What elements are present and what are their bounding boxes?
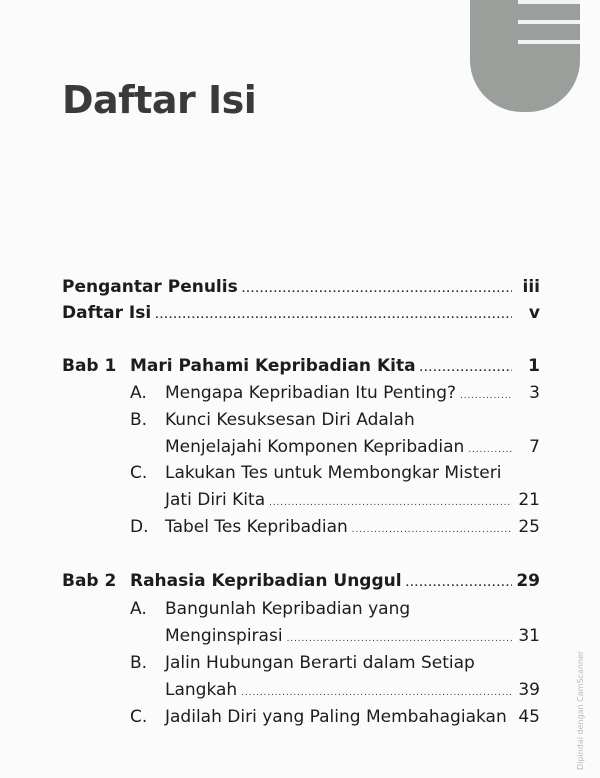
toc-page-number: 45 <box>518 707 540 727</box>
scanner-watermark: Dipindai dengan CamScanner <box>576 650 585 770</box>
toc-entry-1b[interactable] <box>165 436 540 461</box>
toc-entry-bab2[interactable] <box>130 570 540 595</box>
toc-entry-label: Daftar Isi <box>62 303 152 323</box>
toc-page-number: 29 <box>516 571 540 591</box>
toc-page-number: 25 <box>518 517 540 537</box>
item-letter: C. <box>130 463 148 483</box>
toc-entry-2c[interactable] <box>165 706 540 728</box>
item-letter: A. <box>130 383 147 403</box>
dot-leader <box>287 625 512 650</box>
toc-entry-bab1[interactable] <box>130 355 540 380</box>
toc-entry-label: Bangunlah Kepribadian yang <box>165 599 411 619</box>
toc-entry-label: Menjelajahi Komponen Kepribadian <box>165 437 465 457</box>
toc-entry-label: Lakukan Tes untuk Membongkar Misteri <box>165 463 502 483</box>
toc-entry-label: Kunci Kesuksesan Diri Adalah <box>165 410 415 430</box>
chapter-label: Bab 2 <box>62 571 117 591</box>
toc-entry-label: Langkah <box>165 680 238 700</box>
toc-page-number: 39 <box>518 680 540 700</box>
toc-entry-pengantar[interactable] <box>62 276 540 301</box>
chapter-title: Mari Pahami Kepribadian Kita <box>130 356 416 376</box>
dot-leader <box>269 489 512 514</box>
toc-entry-label: Pengantar Penulis <box>62 277 238 297</box>
toc-entry-label: Jalin Hubungan Berarti dalam Setiap <box>165 653 475 673</box>
dot-leader <box>468 436 512 461</box>
toc-page-number: 31 <box>518 626 540 646</box>
toc-entry-1a[interactable] <box>165 382 540 407</box>
toc-entry-label: Mengapa Kepribadian Itu Penting? <box>165 383 457 403</box>
dot-leader <box>155 302 512 327</box>
toc-entry-label: Menginspirasi <box>165 626 283 646</box>
dot-leader <box>241 679 512 704</box>
dot-leader <box>420 355 512 380</box>
tab-stripe <box>518 40 580 44</box>
tab-stripe <box>518 20 580 24</box>
toc-entry-label: Jadilah Diri yang Paling Membahagiakan <box>165 707 507 727</box>
chapter-title: Rahasia Kepribadian Unggul <box>130 571 402 591</box>
item-letter: B. <box>130 410 148 430</box>
item-letter: B. <box>130 653 148 673</box>
item-letter: C. <box>130 707 148 727</box>
item-letter: D. <box>130 517 149 537</box>
toc-entry-label: Tabel Tes Kepribadian <box>165 517 348 537</box>
toc-page-number: iii <box>522 277 540 297</box>
toc-entry-2b[interactable] <box>165 679 540 704</box>
toc-entry-daftar-isi[interactable] <box>62 302 540 327</box>
dot-leader <box>460 382 512 407</box>
toc-page-number: 21 <box>518 490 540 510</box>
dot-leader <box>406 570 512 595</box>
toc-page-number: 7 <box>529 437 540 457</box>
toc-page-number: 1 <box>528 356 540 376</box>
tab-stripe <box>518 0 580 4</box>
toc-page-number: 3 <box>529 383 540 403</box>
chapter-tab-decoration <box>470 0 580 112</box>
chapter-label: Bab 1 <box>62 356 117 376</box>
item-letter: A. <box>130 599 147 619</box>
dot-leader <box>242 276 512 301</box>
toc-entry-label: Jati Diri Kita <box>165 490 266 510</box>
dot-leader <box>352 516 512 541</box>
toc-page-number: v <box>528 303 540 323</box>
toc-entry-1c[interactable] <box>165 489 540 514</box>
page-title: Daftar Isi <box>62 78 257 122</box>
toc-entry-2a[interactable] <box>165 625 540 650</box>
toc-entry-1d[interactable] <box>165 516 540 541</box>
